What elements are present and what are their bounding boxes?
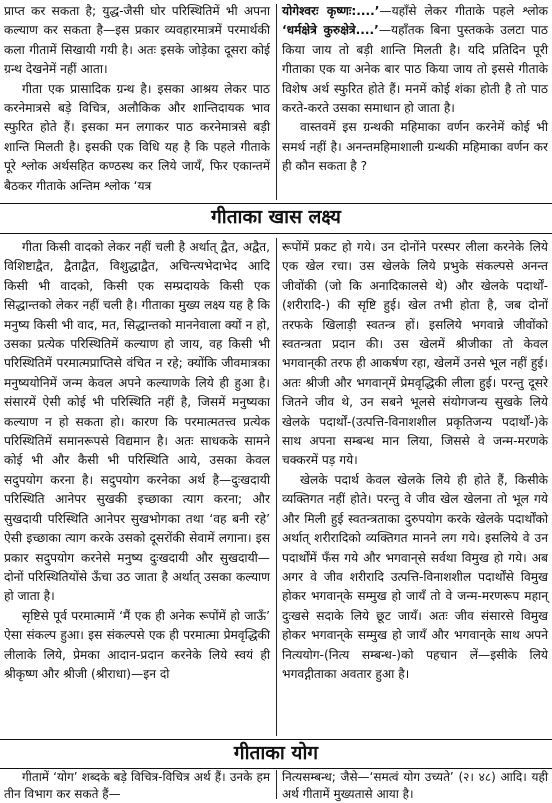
top-left-column <box>4 2 270 196</box>
bottom-left-paragraph-1: गीतामें ‘योग’ शब्दके बड़े विचित्र-विचित्र अर्थ हैं। उनके हम तीन विभाग कर सकते हैं— <box>4 770 270 801</box>
section-heading-gita-yoga: गीताका योग <box>0 739 552 769</box>
bottom-left-column <box>4 769 270 803</box>
top-right-column <box>282 2 548 177</box>
mid-left-column <box>4 238 270 684</box>
bottom-right-paragraph-1: नित्यसम्बन्ध; जैसे—‘समत्वं योग उच्यते’ (२। ४८) आदि। यही अर्थ गीतामें मुख्यतासे आया है। <box>282 770 548 801</box>
top-left-paragraph-2: गीता एक प्रासादिक ग्रन्थ है। इसका आश्रय लेकर पाठ करनेमात्रसे बड़े विचित्र, अलौकिक और शान्तिदायक भाव स्फुरित होते हैं। इसका मन लगाकर पाठ करनेमात्रसे बड़ी शान्ति मिलती है। इसकी एक विधि यह है कि पहले गीताके पूरे श्लोक अर्थसहित कण्ठस्थ कर लिये जायँ, फिर एकान्तमें बैठकर गीताके अन्तिम श्लोक ‘यत्र <box>4 81 270 193</box>
mid-right-paragraph-2: खेलके पदार्थ केवल खेलके लिये ही होते हैं, किसीके व्यक्तिगत नहीं होते। परन्तु वे जीव खेल खेलना तो भूल गये और मिली हुई स्वतन्त्रताका दुरुपयोग करके खेलके पदार्थोंको अर्थात् शरीरादिको व्यक्तिगत मानने लग गये। इसलिये वे उन पदार्थोंमें फँस गये और भगवान्‌से सर्वथा विमुख हो गये। अब अगर वे जीव शरीरादि उत्पत्ति-विनाशशील पदार्थोंसे विमुख होकर भगवान्‌के सम्मुख हो जायँ तो वे जन्म-मरणरूप महान् दुःखसे सदाके लिये छूट जायँ। अतः जीव संसारसे विमुख होकर भगवान्‌के सम्मुख हो जायँ और भगवान्‌के साथ अपने नित्ययोग-(नित्य सम्बन्ध-)को पहचान लें—इसीके लिये भगवद्गीताका अवतार हुआ है। <box>282 472 548 681</box>
column-divider-bottom <box>276 770 277 799</box>
mid-right-paragraph-1: रूपोंमें प्रकट हो गये। उन दोनोंने परस्पर लीला करनेके लिये एक खेल रचा। उस खेलके लिये प्रभुके संकल्पसे अनन्त जीवोंकी (जो कि अनादिकालसे थे) और खेलके पदार्थों-(शरीरादि-) की सृष्टि हुई। खेल तभी होता है, जब दोनों तरफके खिलाड़ी स्वतन्त्र हों। इसलिये भगवान्ने जीवोंको स्वतन्त्रता प्रदान की। उस खेलमें श्रीजीका तो केवल भगवान्‌की तरफ ही आकर्षण रहा, खेलमें उनसे भूल नहीं हुई। अतः श्रीजी और भगवान्‌में प्रेमवृद्धिकी लीला हुई। परन्तु दूसरे जितने जीव थे, उन सबने भूलसे संयोगजन्य सुखके लिये खेलके पदार्थों-(उत्पत्ति-विनाशशील प्रकृतिजन्य पदार्थों-)के साथ अपना सम्बन्ध मान लिया, जिससे वे जन्म-मरणके चक्करमें पड़ गये। <box>282 240 548 468</box>
bottom-right-column <box>282 769 548 803</box>
top-left-paragraph-1: प्राप्त कर सकता है; युद्ध-जैसी घोर परिस्थितिमें भी अपना कल्याण कर सकता है—इस प्रकार व्यवहारमात्रमें परमार्थकी कला गीतामें सिखायी गयी है। अतः इसके जोड़ेका दूसरा कोई ग्रन्थ देखनेमें नहीं आता। <box>4 4 270 77</box>
column-divider-top <box>276 4 277 200</box>
top-right-paragraph-1: योगेश्वरः कृष्णः:....’—यहाँसे लेकर गीताके पहले श्लोक ‘धर्मक्षेत्रे कुरुक्षेत्रे....’—यहाँतक बिना पुस्तकके उलटा पाठ किया जाय तो बड़ी शान्ति मिलती है। यदि प्रतिदिन पूरी गीताका एक या अनेक बार पाठ किया जाय तो इससे गीताके विशेष अर्थ स्फुरित होते हैं। मनमें कोई शंका होती है तो पाठ करते-करते उसका समाधान हो जाता है। <box>282 4 549 116</box>
column-divider-mid <box>276 238 277 736</box>
top-right-paragraph-2: वास्तवमें इस ग्रन्थकी महिमाका वर्णन करनेमें कोई भी समर्थ नहीं है। अनन्तमहिमाशाली ग्रन्थकी महिमाका वर्णन कर ही कौन सकता है ? <box>282 120 548 174</box>
mid-right-column <box>282 238 548 684</box>
section-heading-gita-aim: गीताका खास लक्ष्य <box>0 203 552 234</box>
verse-quote-start: योगेश्वरः कृष्णः:....’ <box>282 4 380 18</box>
verse-quote-end: ‘धर्मक्षेत्रे कुरुक्षेत्रे....’ <box>282 23 379 38</box>
mid-left-paragraph-1: गीता किसी वादको लेकर नहीं चली है अर्थात् द्वैत, अद्वैत, विशिष्टाद्वैत, द्वैताद्वैत, विशुद्धाद्वैत, अचिन्त्यभेदाभेद आदि किसी भी वादको, किसी एक सम्प्रदायके किसी एक सिद्धान्तको लेकर नहीं चली है। गीताका मुख्य लक्ष्य यह है कि मनुष्य किसी भी वाद, मत, सिद्धान्तको माननेवाला क्यों न हो, उसका प्रत्येक परिस्थितिमें कल्याण हो जाय, वह किसी भी परिस्थितिमें परमात्मप्राप्तिसे वंचित न रहे; क्योंकि जीवमात्रका मनुष्ययोनिमें जन्म केवल अपने कल्याणके लिये ही हुआ है। संसारमें ऐसी कोई भी परिस्थिति नहीं है, जिसमें मनुष्यका कल्याण न हो सकता हो। कारण कि परमात्मतत्त्व प्रत्येक परिस्थितिमें समानरूपसे विद्यमान है। अतः साधकके सामने कोई भी और कैसी भी परिस्थिति आये, उसका केवल सदुपयोग करना है। सदुपयोग करनेका अर्थ है—दुःखदायी परिस्थिति आनेपर सुखकी इच्छाका त्याग करना; और सुखदायी परिस्थिति आनेपर सुखभोगका तथा ‘वह बनी रहे’ ऐसी इच्छाका त्याग करके उसको दूसरोंकी सेवामें लगाना। इस प्रकार सदुपयोग करनेसे मनुष्य दुःखदायी और सुखदायी—दोनों परिस्थितियोंसे ऊँचा उठ जाता है अर्थात् उसका कल्याण हो जाता है। <box>4 240 270 604</box>
mid-left-paragraph-2: सृष्टिसे पूर्व परमात्मामें ‘मैं एक ही अनेक रूपोंमें हो जाऊँ’ ऐसा संकल्प हुआ। इस संकल्पसे एक ही परमात्मा प्रेमवृद्धिकी लीलाके लिये, प्रेमका आदान-प्रदान करनेके लिये स्वयं ही श्रीकृष्ण और श्रीजी (श्रीराधा)—इन दो <box>4 608 270 681</box>
